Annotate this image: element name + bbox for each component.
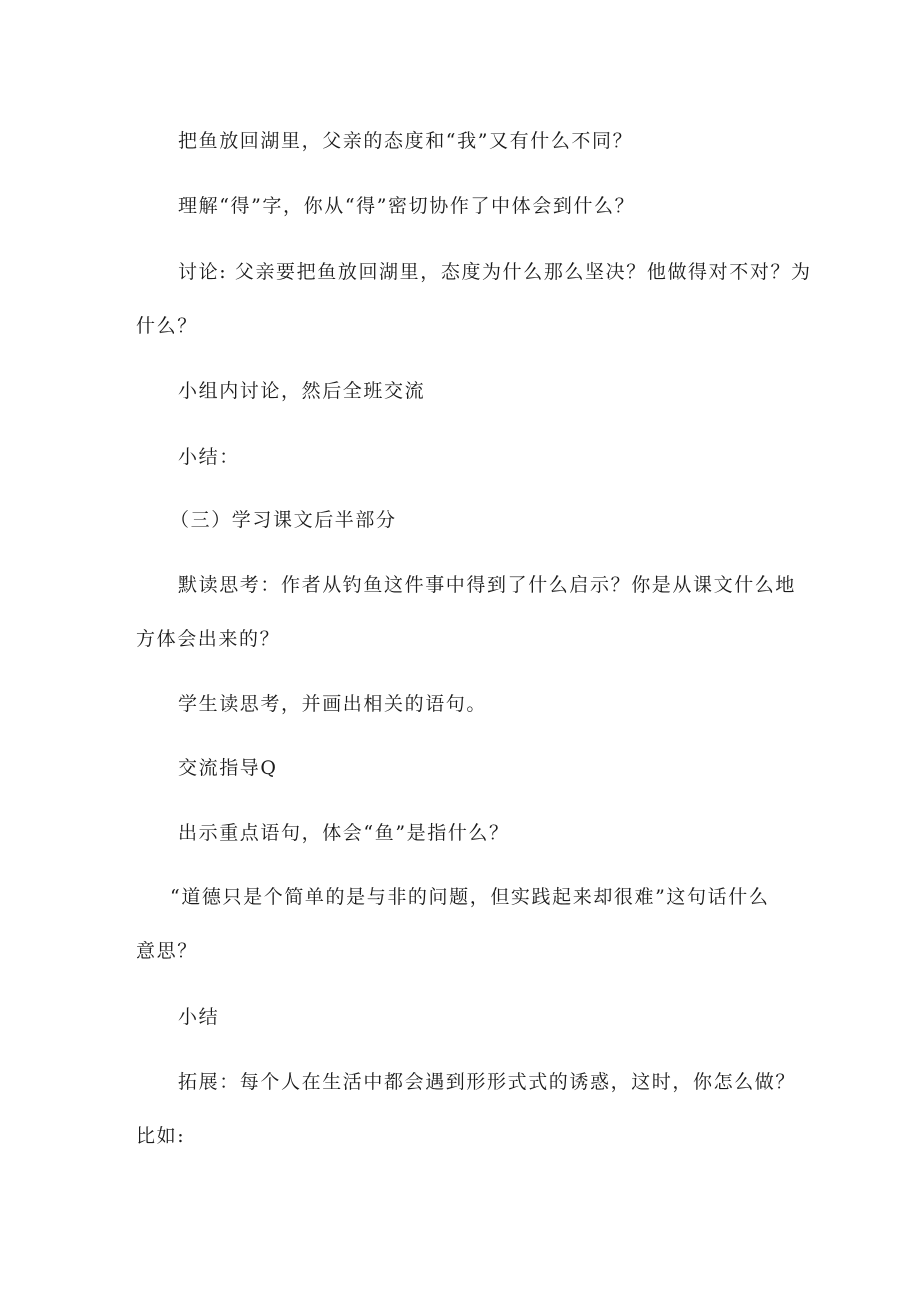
paragraph-line: 小结： [178,446,240,468]
paragraph-line: 出示重点语句，体会“鱼”是指什么？ [178,822,510,844]
section-heading: （三）学习课文后半部分 [170,509,397,531]
paragraph-line: 小结 [178,1006,220,1028]
paragraph-line: 理解“得”字，你从“得”密切协作了中体会到什么？ [178,195,636,217]
paragraph-line: 意思？ [136,940,198,962]
paragraph-line: 讨论: 父亲要把鱼放回湖里，态度为什么那么坚决？他做得对不对？为 [178,261,812,283]
paragraph-line: 小组内讨论，然后全班交流 [178,380,426,402]
paragraph-line: 交流指导Q [178,757,278,779]
paragraph-line: 学生读思考，并画出相关的语句。 [178,693,488,715]
paragraph-line: 把鱼放回湖里，父亲的态度和“我”又有什么不同？ [178,130,634,152]
paragraph-line: 拓展：每个人在生活中都会遇到形形式式的诱惑，这时，你怎么做？ [178,1071,797,1093]
paragraph-line: “道德只是个简单的是与非的问题，但实践起来却很难”这句话什么 [170,886,770,908]
paragraph-line: 方体会出来的？ [136,628,281,650]
paragraph-line: 什么？ [136,315,198,337]
paragraph-line: 比如: [136,1125,186,1147]
paragraph-line: 默读思考：作者从钓鱼这件事中得到了什么启示？你是从课文什么地 [178,574,797,596]
